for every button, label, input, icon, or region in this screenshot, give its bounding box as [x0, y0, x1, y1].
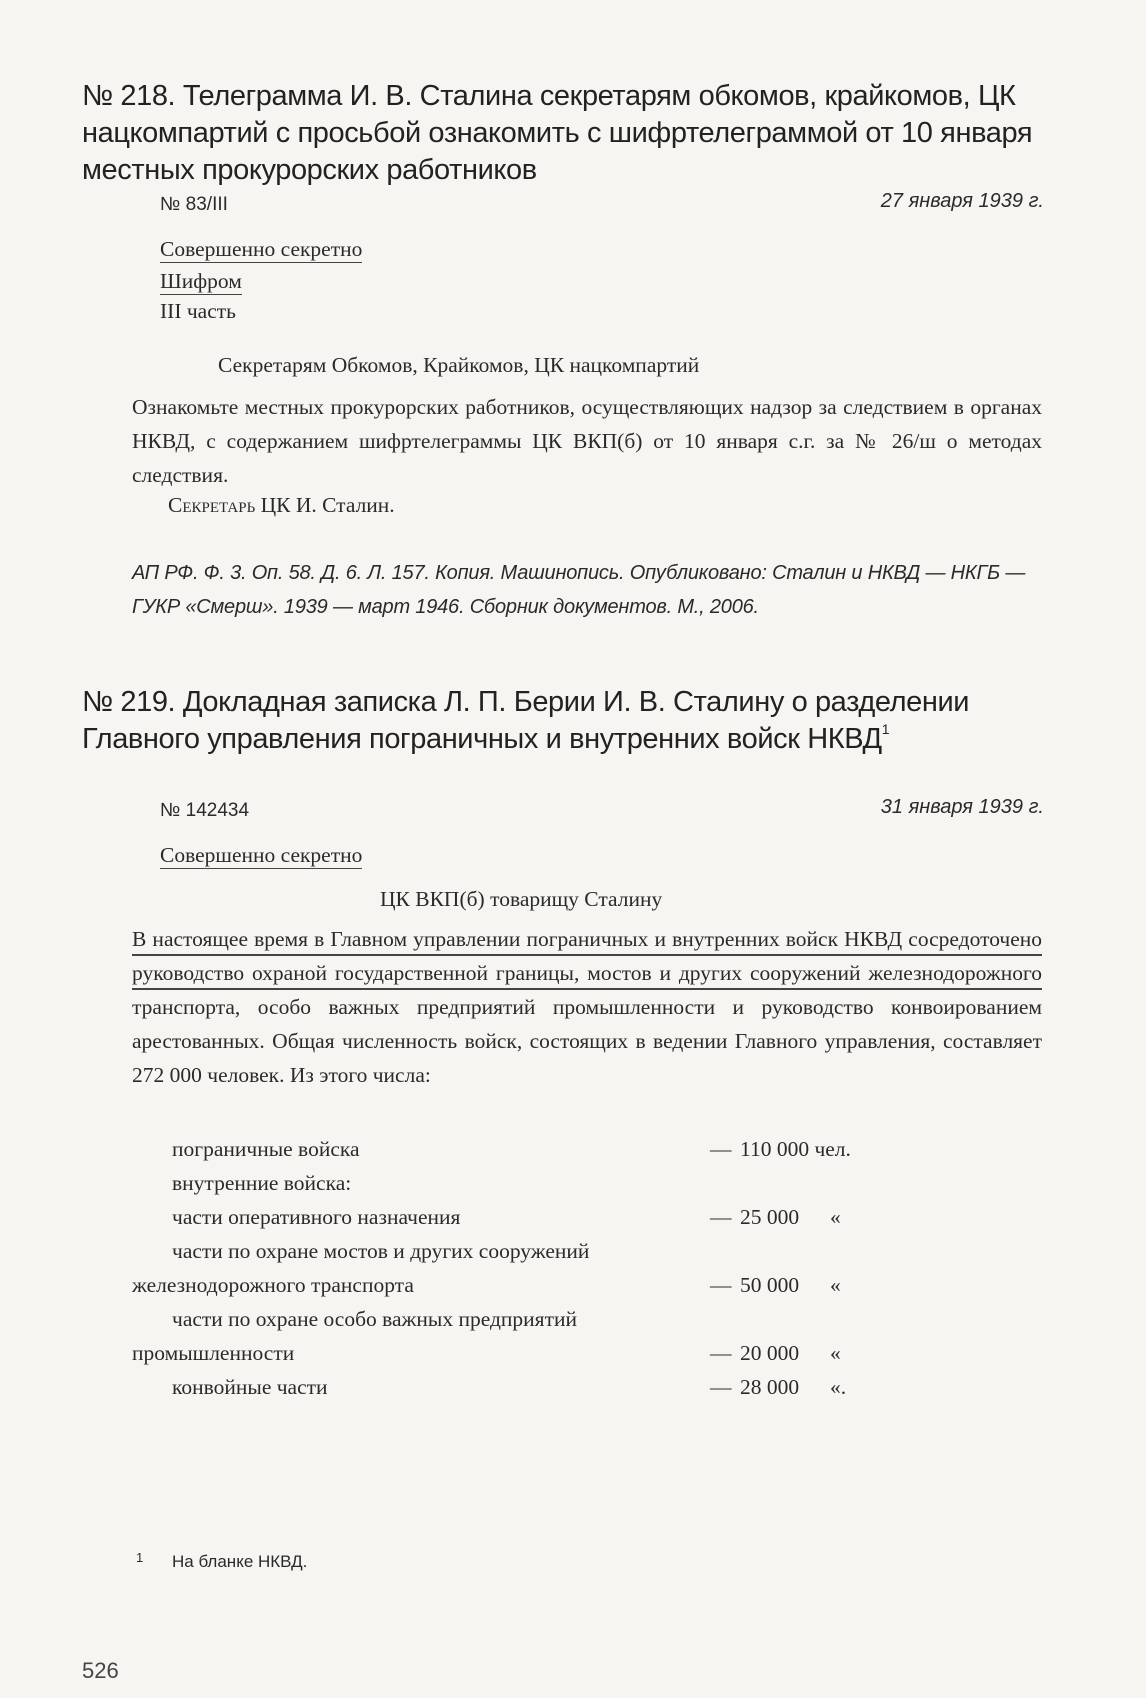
doc219-date: 31 января 1939 г. — [880, 796, 1044, 818]
doc219-title: № 219. Докладная записка Л. П. Берии И. В. Сталину о разделении Главного управления пограничных и внутренних войск НКВД$^1$ — [82, 686, 970, 755]
table-row: части по охране особо важных предприятий — [172, 1307, 577, 1331]
table-row: части по охране мостов и других сооружений — [172, 1239, 590, 1263]
table-row: железнодорожного транспорта — 50 000 « — [132, 1273, 841, 1297]
page-number: 526 — [82, 1658, 119, 1683]
table-row: пограничные войска — 110 000 чел. — [172, 1137, 851, 1161]
doc218-number: № 83/III — [160, 194, 228, 215]
doc218-source: АП РФ. Ф. 3. Оп. 58. Д. 6. Л. 157. Копия. Машинопись. Опубликовано: Сталин и НКВД — НКГБ — ГУКР «Смерш». 1939 — март 1946. Сборник документов. М., 2006. — [132, 562, 1026, 618]
table-row: части оперативного назначения — 25 000 « — [172, 1205, 841, 1229]
title-footnote-mark: 1 — [881, 721, 890, 737]
footnote-mark: 1 — [136, 1550, 144, 1565]
table-row: внутренние войска: — [172, 1171, 352, 1195]
doc218-stamp-cipher: Шифром — [160, 269, 242, 293]
underline-rule — [132, 988, 1042, 990]
doc218-body: Ознакомьте местных прокурорских работников, осуществляющих надзор за следствием в органах НКВД, с содержанием шифртелеграммы ЦК ВКП(б) от 10 января с.г. за № 26/ш о методах следствия. — [132, 395, 1042, 487]
doc219-body: В настоящее время в Главном управлении пограничных и внутренних войск НКВД сосредоточено руководство охраной государственной границы, мостов и других сооружений железнодорожного транспорта, особо важных предприятий промышленности и руководство конвоированием арестованных. Общая численность войск, состоящих в ведении Главного управления, составляет 272 000 человек. Из этого числа: — [132, 927, 1042, 1087]
underline-rule — [132, 954, 1042, 956]
doc218-stamp-part: III часть — [160, 299, 236, 323]
table-row: промышленности — 20 000 « — [132, 1341, 841, 1365]
doc219-number: № 142434 — [160, 800, 250, 821]
doc218-signature: Секретарь ЦК И. Сталин. — [168, 493, 395, 517]
table-row: конвойные части — 28 000 «. — [172, 1375, 847, 1399]
footnote-text: На бланке НКВД. — [172, 1552, 308, 1571]
doc218-title: № 218. Телеграмма И. В. Сталина секретарям обкомов, крайкомов, ЦК нацкомпартий с просьбой ознакомить с шифртелеграммой от 10 января местных прокурорских работников — [82, 80, 1033, 186]
doc219-stamp-secret: Совершенно секретно — [160, 843, 363, 867]
doc218-stamp-secret: Совершенно секретно — [160, 237, 363, 261]
doc218-addressee: Секретарям Обкомов, Крайкомов, ЦК нацкомпартий — [218, 353, 700, 377]
doc219-addressee: ЦК ВКП(б) товарищу Сталину — [380, 887, 663, 911]
doc218-date: 27 января 1939 г. — [880, 190, 1044, 212]
